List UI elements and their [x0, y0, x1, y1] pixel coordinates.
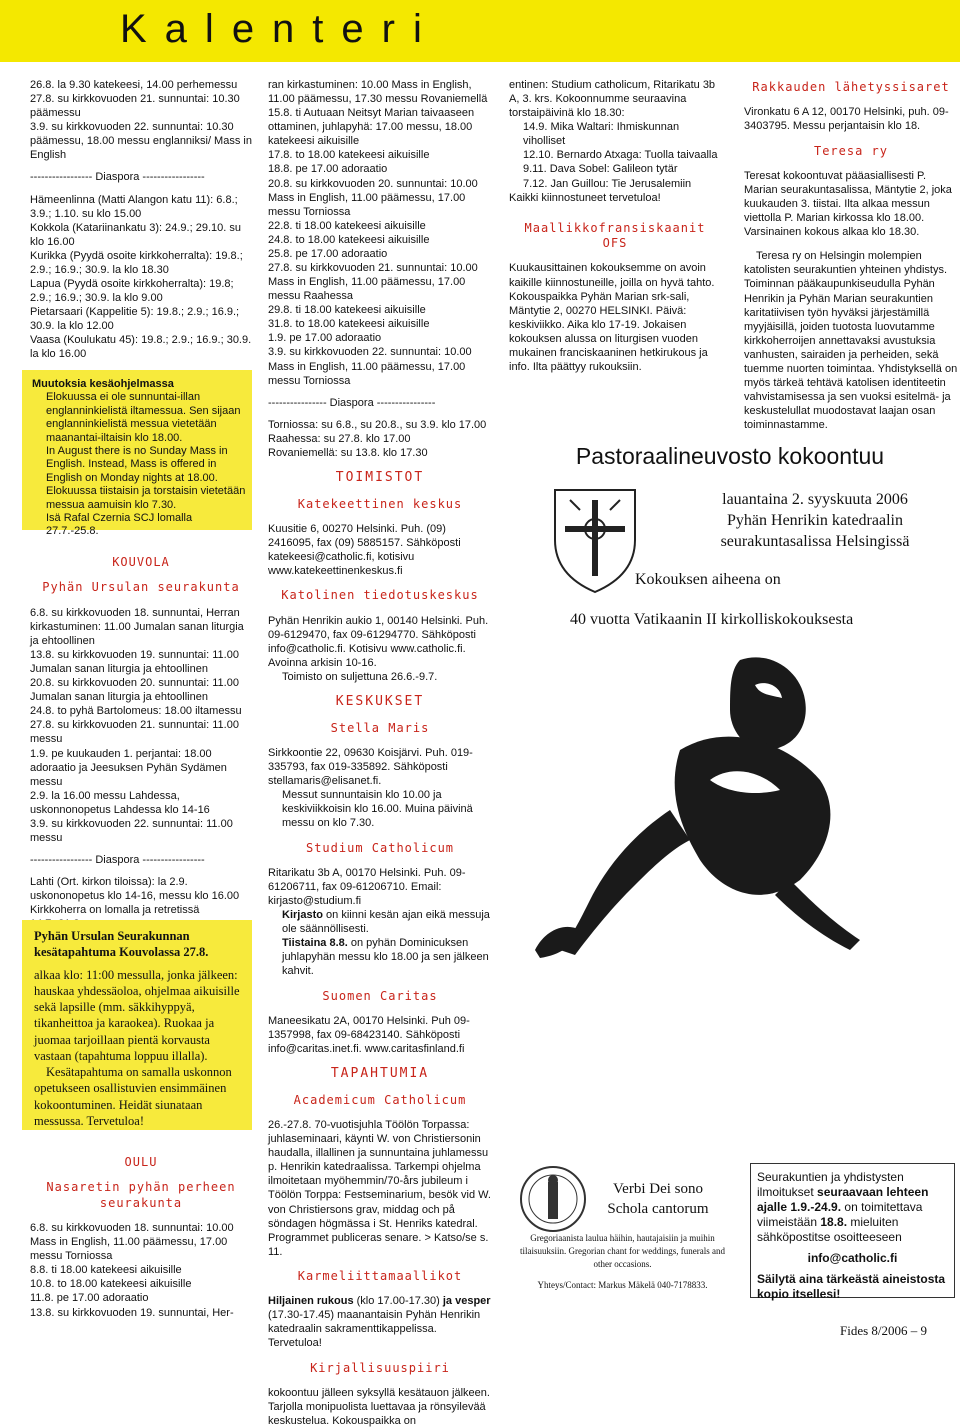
col3-line-2: 14.9. Mika Waltari: Ihmiskunnan viholliset [523, 121, 680, 148]
stella-text-2: Messut sunnuntaisin klo 10.00 ja keskiviikkoisin klo 16.00. Muina päivinä messu on klo 7.30. [282, 789, 473, 830]
col2-line-1: ran kirkastuminen: 10.00 Mass in English, 11.00 päämessu, 17.30 messu Rovaniemellä [268, 79, 488, 106]
tiedotus-heading: Katolinen tiedotuskeskus [281, 588, 479, 603]
oulu-line-1: 6.8. su kirkkovuoden 18. sunnuntai: 10.00 Mass in English, 11.00 päämessu, 17.00 messu Torniossa [30, 1222, 234, 1263]
kouvola-line-3: 20.8. su kirkkovuoden 20. sunnuntai: 11.00 Jumalan sanan liturgia ja ehtoollinen [30, 677, 239, 704]
notice-email[interactable]: info@catholic.fi [807, 1251, 898, 1265]
kouvola-section [30, 545, 252, 931]
col2-line-8: 25.8. pe 17.00 adoraatio [268, 247, 388, 260]
event-title: Pyhän Ursulan Seurakunnan kesätapahtuma Kouvolassa 27.8. [34, 929, 209, 960]
col2-line-17: Rovaniemellä: su 13.8. klo 17.30 [268, 446, 428, 459]
studium-bold-2: Tiistaina 8.8. [282, 937, 348, 950]
col2-line-9: 27.8. su kirkkovuoden 21. sunnuntai: 10.00 Mass in English, 11.00 päämessu, 17.00 messu Raahessa [268, 262, 478, 303]
notice-box-summer [22, 370, 252, 538]
notice-line-4: Isä Rafal Czernia SCJ lomalla 27.7.-25.8. [46, 512, 193, 538]
studium-heading: Studium Catholicum [305, 840, 455, 855]
kouvola-line-7: 2.9. la 16.00 messu Lahdessa, uskonnonopetus Lahdessa klo 14-16 [30, 789, 210, 816]
kirjallisuus-heading: Kirjallisuuspiiri [310, 1360, 450, 1375]
event-text-2: Kesätapahtuma on samalla uskonnon opetukseen osallistuvien ensimmäinen kokoontuminen. Heidät siunataan messussa. Tervetuloa! [34, 1065, 232, 1128]
kouvola-heading: KOUVOLA [112, 555, 170, 569]
col2-line-11: 31.8. to 18.00 katekeesi aikuisille [268, 318, 430, 331]
col2-line-2: 15.8. ti Autuaan Neitsyt Marian taivaaseen ottaminen, juhlapyhä: 17.00 messu, 18.00 katekeesi aikuisille [268, 107, 475, 148]
oulu-line-3: 10.8. to 18.00 katekeesi aikuisille [30, 1278, 192, 1291]
karmeliitta-text: (17.30-17.45) maanantaisin Pyhän Henrikin katedraalin sakramenttikappelissa. Tervetuloa! [268, 1309, 481, 1350]
col2-line-13: 3.9. su kirkkovuoden 22. sunnuntai: 10.00 Mass in English, 11.00 päämessu, 17.00 messu Torniossa [268, 346, 472, 387]
kouvola-line-5: 27.8. su kirkkovuoden 21. sunnuntai: 11.00 messu [30, 719, 239, 746]
teresa-text-1: Teresat kokoontuvat pääasiallisesti P. Marian seurakuntasalissa, Mäntytie 2, joka kuukauden 3. tiistai. Ilta alkaa messun viettolla P. Marian kirkossa klo 18.00. Varsinainen kokous alkaa klo 18.30. [744, 169, 952, 239]
verbi-title-2: Schola cantorum [607, 1200, 709, 1217]
submission-notice-box [750, 1163, 955, 1301]
verbi-title-1: Verbi Dei sono [613, 1181, 703, 1197]
col1-lines [30, 78, 252, 361]
col2-line-3: 17.8. to 18.00 katekeesi aikuisille [268, 149, 430, 162]
col2-lines [268, 78, 492, 460]
column-3 [509, 78, 721, 374]
keskukset-heading: KESKUKSET [335, 694, 425, 710]
verbi-title [588, 1180, 728, 1219]
katekeettinen-heading: Katekeettinen keskus [297, 496, 463, 511]
studium-text: Ritarikatu 3b A, 00170 Helsinki. Puh. 09-61206711, fax 09-61206710. Email: kirjasto@studium.fi [268, 866, 466, 908]
col2-line-12: 1.9. pe 17.00 adoraatio [268, 332, 382, 345]
kouvola-line-4: 24.8. to pyhä Bartolomeus: 18.00 iltamessu [30, 705, 242, 718]
pastoral-place-2: seurakuntasalissa Helsingissä [720, 532, 910, 550]
notice-bold-2: 18.8. [820, 1215, 848, 1229]
karmeliitta-mid: (klo 17.00-17.30) [353, 1295, 443, 1308]
notice-line-1: Elokuussa ei ole sunnuntai-illan englanninkielistä iltamessua. Sen sijaan englanninkielistä messua vietetään maanantai-iltaisin klo 18.00. [46, 391, 241, 444]
kouvola-line-9: ----------------- Diaspora ----------------- [30, 854, 205, 867]
page-footer: Fides 8/2006 – 9 [840, 1323, 928, 1338]
col2-line-4: 18.8. pe 17.00 adoraatio [268, 163, 388, 176]
oulu-section [30, 1145, 252, 1320]
column-1 [30, 78, 252, 361]
verbi-text-1: Gregoriaanista laulua häihin, hautajaisiin ja muihin tilaisuuksiin. Gregorian chant for weddings, funerals and other occasions. [520, 1233, 725, 1270]
notice-text: Seurakuntien ja yhdistysten ilmoitukset [757, 1170, 904, 1199]
col2-line-14: ---------------- Diaspora ---------------- [268, 396, 436, 409]
academicum-text: 26.-27.8. 70-vuotisjuhla Töölön Torpassa: juhlaseminaari, käynti W. von Christiersonin haudalla, illallinen ja sunnuntaina juhlamessu p. Henrikin katedraalissa. Tarkempi ohjelma ilmoitetaan myöhemmin/70-års jubileum i Töölön Torppa: Festseminarium, besök vid W. von Christiersons grav, middag och på söndagen högmässa i St. Henriks katedral. Programmet publiceras senare. > Katso/se s. 11. [268, 1119, 491, 1258]
col2-line-6: 22.8. ti 18.00 katekeesi aikuisille [268, 219, 426, 232]
studium-para-2 [268, 908, 492, 936]
caritas-text: Maneesikatu 2A, 00170 Helsinki. Puh 09-1357998, fax 09-68423140. Sähköposti info@caritas.inet.fi. www.caritasfinland.fi [268, 1014, 470, 1056]
oulu-sub: Nasaretin pyhän perheen seurakunta [46, 1180, 236, 1210]
pastoral-council-panel [510, 440, 950, 960]
col1-line-2: 27.8. su kirkkovuoden 21. sunnuntai: 10.30 päämessu [30, 93, 240, 120]
karmeliitta-bold: Hiljainen rukous [268, 1295, 354, 1308]
oulu-line-5: 13.8. su kirkkovuoden 19. sunnuntai, Her- [30, 1306, 234, 1319]
col1-line-1: 26.8. la 9.30 katekeesi, 14.00 perhemessu [30, 79, 238, 91]
kouvola-line-2: 13.8. su kirkkovuoden 19. sunnuntai: 11.00 Jumalan sanan liturgia ja ehtoollinen [30, 648, 239, 676]
col3-line-4: 9.11. Dava Sobel: Galileon tytär [523, 163, 678, 176]
col1-line-4: ----------------- Diaspora ----------------- [30, 171, 205, 184]
kouvola-line-10: Lahti (Ort. kirkon tiloissa): la 2.9. uskononopetus klo 14-16, messu klo 16.00 [30, 876, 240, 903]
kouvola-lines [30, 606, 252, 932]
kouvola-line-6: 1.9. pe kuukauden 1. perjantai: 18.00 adoraatio ja Jeesuksen Pyhän Sydämen messu [30, 747, 227, 788]
pastoral-topic: 40 vuotta Vatikaanin II kirkolliskokouksesta [570, 611, 854, 628]
page-header [0, 0, 960, 62]
tiedotus-closed: Toimisto on suljettuna 26.6.-9.7. [282, 671, 438, 683]
col1-line-5: Hämeenlinna (Matti Alangon katu 11): 6.8.; 3.9.; 1.10. su klo 15.00 [30, 193, 238, 220]
coat-of-arms-icon [540, 480, 650, 600]
pastoral-subtitle [680, 490, 950, 552]
col2-line-16: Raahessa: su 27.8. klo 17.00 [268, 432, 411, 445]
col3-line-5: 7.12. Jan Guillou: Tie Jerusalemiin [523, 177, 692, 190]
page-title: Kalenteri [120, 7, 440, 51]
maallikko-heading: Maallikkofransiskaanit OFS [524, 220, 706, 251]
col1-line-6: Kokkola (Katariinankatu 3): 24.9.; 29.10. su klo 16.00 [30, 221, 241, 248]
notice-text-3: mieluiten sähköpostitse osoitteeseen [757, 1215, 902, 1244]
toimistot-heading: TOIMISTOT [335, 470, 425, 486]
oulu-heading: OULU [124, 1155, 158, 1169]
stella-heading: Stella Maris [330, 720, 430, 735]
kouvola-line-1: 6.8. su kirkkovuoden 18. sunnuntai, Herran kirkastuminen: 11.00 Jumalan sanan liturgia ja ehtoollinen [30, 606, 244, 647]
column-4 [744, 78, 958, 432]
oulu-line-4: 11.8. pe 17.00 adoraatio [30, 1292, 149, 1305]
teresa-text-2: Teresa ry on Helsingin molempien katolisten seurakuntien yhteinen yhdistys. Toiminnan pääkaupunkiseudulla Pyhän Henrikin ja Pyhän Marian seurakuntien karitatiivisen työn hyväksi järjestämillä myyjäisillä, joiden tuotosta luovutamme kirkkoherroijen annettavaksi avustuksia vanhusten, sairaiden ja perheiden, sekä tuemme nuorten toimintaa. Yhdistyksellä on myös tärkeä tehtävä katolisen identiteetin vahvistamisessa ja sen vuoksi esitelmä- ja keskustelullat muodostavat laajan osan toiminnastamme. [744, 250, 958, 432]
event-text-1: alkaa klo: 11:00 messulla, jonka jälkeen: hauskaa yhdessäoloa, ohjelmaa aikuisille sekä lapsille (mm. säkkihyppyä, tikanheittoa ja karaokea). Ruokaa ja juomaa tarjoillaan pientä korvausta vastaan (tapahtuma loppuu illalla). [34, 967, 240, 1063]
verbi-text [510, 1232, 735, 1292]
kouvola-sub: Pyhän Ursulan seurakunta [42, 580, 240, 595]
notice-footer: Säilytä aina tärkeästä aineistosta kopio itsellesi! [757, 1272, 946, 1301]
oulu-line-2: 8.8. ti 18.00 katekeesi aikuisille [30, 1264, 182, 1277]
karmeliitta-bold-2: ja vesper [442, 1295, 491, 1308]
kouvola-line-11: Kirkkoherra on lomalla ja retretissä [30, 904, 200, 917]
katekeettinen-text: Kuusitie 6, 00270 Helsinki. Puh. (09) 2416095, fax (09) 5885157. Sähköposti katekeesi@catholic.fi, kotisivu www.katekeettinenkeskus.fi [268, 523, 461, 578]
col1-line-9: Pietarsaari (Kappelitie 5): 19.8.; 2.9.; 16.9.; 30.9. la klo 12.00 [30, 306, 240, 333]
tiedotus-text: Pyhän Henrikin aukio 1, 00140 Helsinki. Puh. 09-6129470, fax 09-61294770. Sähköposti info@catholic.fi. Kotisivu www.catholic.fi. Avoinna arkisin 10-16. [268, 614, 489, 669]
col1-line-8: Lapua (Pyydä osoite kirkkoherralta): 19.8; 2.9.; 16.9.; 30.9. la klo 9.00 [30, 278, 234, 305]
caritas-heading: Suomen Caritas [322, 988, 438, 1003]
karmeliitta-para [268, 1294, 492, 1350]
col3-line-1: entinen: Studium catholicum, Ritarikatu 3b A, 3. krs. Kokoonnumme seuraavina torstaipäivinä klo 18.30: [509, 79, 716, 120]
studium-text-2: on kiinni kesän ajan eikä messuja ole säännöllisesti. [282, 909, 490, 936]
maallikko-text: Kuukausittainen kokouksemme on avoin kaikille kiinnostuneille, joilla on hyvä tahto. Kokouspaikka Pyhän Marian srk-sali, Mäntytie 2, 00270 HELSINKI. Päivä: keskiviikko. Aika klo 17-19. Jokaisen kokouksen alussa on liturgisen vuoden mukainen franciskaaninen hetkirukous ja info. Ilta päättyy rukouksiin. [509, 262, 715, 373]
notice-line-3: Elokuussa tiistaisin ja torstaisin vietetään messua aamuisin klo 7.30. [46, 485, 246, 511]
teresa-heading: Teresa ry [813, 143, 889, 158]
col2-line-15: Torniossa: su 6.8., su 20.8., su 3.9. klo 17.00 [268, 418, 487, 431]
rakkauden-heading: Rakkauden lähetyssisaret [752, 80, 950, 94]
studium-text-3: on pyhän Dominicuksen juhlapyhän messu klo 18.00 ja sen jälkeen kahvit. [282, 937, 489, 978]
studium-bold-1: Kirjasto [282, 909, 323, 922]
col3-line-6: Kaikki kiinnostuneet tervetuloa! [509, 191, 661, 204]
notice-text-2: on toimitettava viimeistään [757, 1200, 923, 1229]
summer-event-box [22, 920, 252, 1130]
rakkauden-text: Vironkatu 6 A 12, 00170 Helsinki, puh. 09-3403795. Messu perjantaisin klo 18. [744, 106, 949, 133]
stella-text: Sirkkoontie 22, 09630 Koisjärvi. Puh. 019-335793, fax 019-335892. Sähköposti stellamaris@elisanet.fi. [268, 747, 473, 788]
choir-emblem-icon [518, 1164, 588, 1234]
notice-bold-1: seuraavaan lehteen ajalle 1.9.-24.9. [757, 1185, 929, 1214]
pastoral-place-1: Pyhän Henrikin katedraalin [727, 511, 903, 529]
academicum-heading: Academicum Catholicum [293, 1092, 467, 1107]
col1-line-10: Vaasa (Koulukatu 45): 19.8.; 2.9.; 16.9.; 30.9. la klo 16.00 [30, 334, 252, 361]
verbi-dei-box [510, 1162, 735, 1302]
notice-title: Muutoksia kesäohjelmassa [32, 378, 174, 390]
karmeliitta-heading: Karmeliittamaallikot [297, 1268, 463, 1283]
studium-para-3 [268, 936, 492, 978]
notice-line-2: In August there is no Sunday Mass in English. Instead, Mass is offered in English on Monday nights at 18.00. [46, 445, 228, 484]
col2-line-10: 29.8. ti 18.00 katekeesi aikuisille [268, 304, 426, 317]
angel-trumpet-icon [530, 650, 870, 960]
pastoral-title: Pastoraalineuvosto kokoontuu [575, 443, 885, 469]
oulu-lines [30, 1221, 252, 1320]
column-2 [268, 78, 492, 1428]
kirjallisuus-text: kokoontuu jälleen syksyllä kesätauon jälkeen. Tarjolla monipuolista luettavaa ja rönsyilevää keskustelua. Kokouspaikka on [268, 1386, 490, 1428]
verbi-contact: Yhteys/Contact: Markus Mäkelä 040-7178833. [537, 1280, 708, 1291]
col1-line-7: Kurikka (Pyydä osoite kirkkoherralta): 19.8.; 2.9.; 16.9.; 30.9. la klo 18.30 [30, 249, 243, 276]
col1-line-3: 3.9. su kirkkovuoden 22. sunnuntai: 10.30 päämessu, 18.00 messu englanniksi/ Mass in English [30, 121, 252, 162]
col2-line-7: 24.8. to 18.00 katekeesi aikuisille [268, 233, 430, 246]
kouvola-line-8: 3.9. su kirkkovuoden 22. sunnuntai: 11.00 messu [30, 817, 233, 844]
pastoral-date: lauantaina 2. syyskuuta 2006 [722, 491, 908, 508]
col3-line-3: 12.10. Bernardo Atxaga: Tuolla taivaalla [523, 149, 718, 162]
tapahtumia-heading: TAPAHTUMIA [330, 1066, 430, 1082]
col2-line-5: 20.8. su kirkkovuoden 20. sunnuntai: 10.00 Mass in English, 11.00 päämessu, 17.00 messu Torniossa [268, 177, 478, 218]
pastoral-agenda: Kokouksen aiheena on [635, 571, 781, 588]
